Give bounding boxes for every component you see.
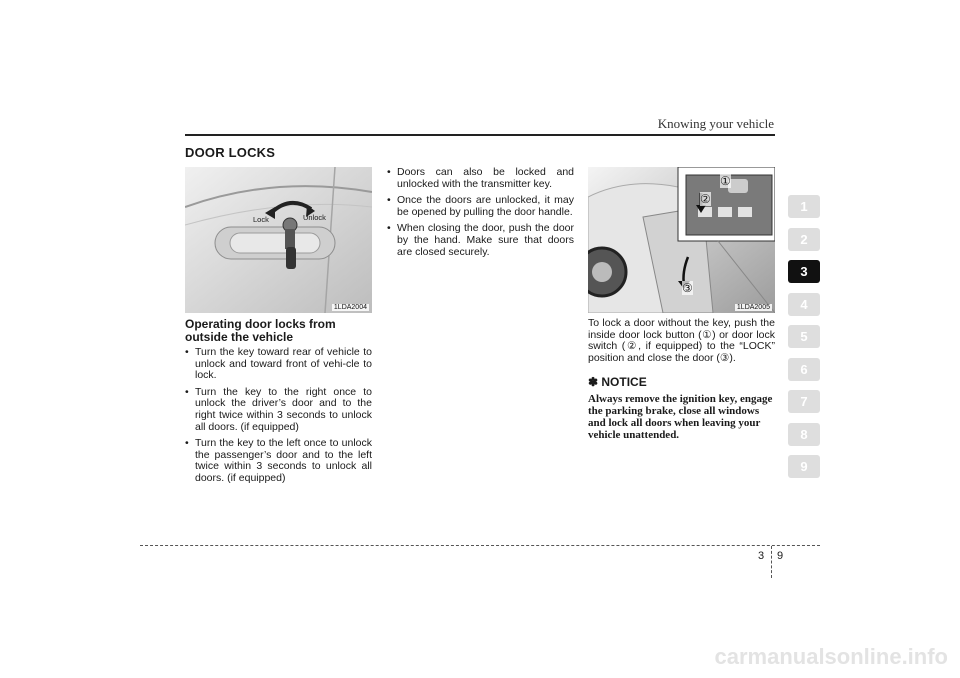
chapter-tab-1[interactable]: 1 <box>788 195 820 218</box>
chapter-tab-2[interactable]: 2 <box>788 228 820 251</box>
lock-label: Lock <box>253 215 269 224</box>
chapter-tab-4[interactable]: 4 <box>788 293 820 316</box>
chapter-tab-3[interactable]: 3 <box>788 260 820 283</box>
list-item: • Turn the key to the right once to unlock the driver’s door and to the right twice within 3 seconds to unlock all doors. (if equipped) <box>185 387 372 433</box>
figure-code: 1LDA2004 <box>333 304 367 311</box>
instruction-paragraph: To lock a door without the key, push the inside door lock button (①) or door lock switch (②, if equipped) to the “LOCK” position and close the door (③). <box>588 317 775 364</box>
list-item: • Turn the key toward rear of vehicle to unlock and toward front of vehi-cle to lock. <box>185 347 372 382</box>
list-item: • When closing the door, push the door by the hand. Make sure that doors are closed securely. <box>387 223 574 258</box>
figure-inside-door-lock <box>588 167 775 313</box>
section-title: DOOR LOCKS <box>185 145 276 160</box>
chapter-tab-8[interactable]: 8 <box>788 423 820 446</box>
watermark: carmanualsonline.info <box>714 644 948 669</box>
page-number: 9 <box>777 550 784 562</box>
unlock-label: Unlock <box>303 213 326 222</box>
bullet-list <box>387 167 574 258</box>
list-item: • Doors can also be locked and unlocked with the transmitter key. <box>387 167 574 190</box>
door-handle-illustration <box>185 167 372 313</box>
bullet-list <box>185 347 372 485</box>
callout-3: ③ <box>682 281 693 295</box>
callout-1: ① <box>720 174 731 188</box>
figure-outside-door-lock <box>185 167 372 313</box>
chapter-tabs <box>788 195 820 488</box>
notice-body: Always remove the ignition key, engage the parking brake, close all windows and lock all doors when leaving your vehicle unattended. <box>588 392 773 441</box>
column-outside-locks <box>185 318 372 490</box>
figure-code: 1LDA2005 <box>736 304 770 311</box>
subsection-heading: Operating door locks from outside the vehicle <box>185 317 336 344</box>
chapter-tab-5[interactable]: 5 <box>788 325 820 348</box>
page-number-separator <box>771 546 772 578</box>
callout-2: ② <box>700 192 711 206</box>
column-inside-locks <box>588 318 775 441</box>
page-chapter-number: 3 <box>758 550 765 562</box>
chapter-tab-6[interactable]: 6 <box>788 358 820 381</box>
header-title: Knowing your vehicle <box>657 116 774 131</box>
list-item: • Once the doors are unlocked, it may be opened by pulling the door handle. <box>387 195 574 218</box>
column-general-locks <box>387 167 574 263</box>
notice-title: ✽ NOTICE <box>588 375 647 390</box>
header-rule <box>185 134 775 136</box>
chapter-tab-9[interactable]: 9 <box>788 455 820 478</box>
chapter-tab-7[interactable]: 7 <box>788 390 820 413</box>
list-item: • Turn the key to the left once to unlock the passenger’s door and to the left twice within 3 seconds to unlock all doors. (if equipped) <box>185 438 372 484</box>
footer-rule <box>140 545 820 546</box>
